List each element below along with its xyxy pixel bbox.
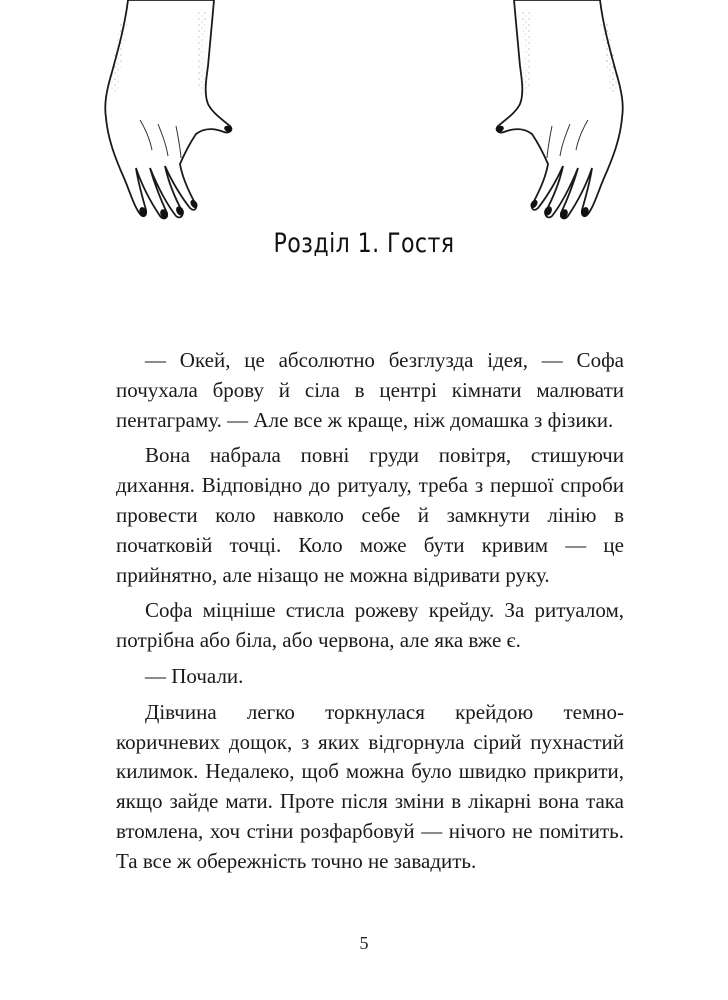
paragraph: — Окей, це абсолютно безглузда ідея, — Софа почухала брову й сіла в центрі кімнати малювати пентаграму. — Але все ж краще, ніж домашка з фізики. bbox=[116, 348, 624, 432]
hands-illustration bbox=[0, 0, 728, 235]
paragraph: Софа міцніше стисла рожеву крейду. За ритуалом, потрібна або біла, або червона, але яка вже є. bbox=[116, 598, 624, 653]
body-text bbox=[116, 346, 624, 877]
paragraph: — Почали. bbox=[145, 663, 244, 688]
left-hand bbox=[105, 0, 233, 220]
paragraph: Вона набрала повні груди повітря, стишуючи дихання. Відповідно до ритуалу, треба з першої спроби провести коло навколо себе й замкнути лінію в початковій точці. Коло може бути кривим — це прийнятно, але нізащо не можна відривати руку. bbox=[116, 443, 624, 587]
chapter-title: Розділ 1. Гостя bbox=[273, 228, 455, 259]
page-number: 5 bbox=[359, 933, 369, 953]
right-hand bbox=[495, 0, 623, 220]
paragraph: Дівчина легко торкнулася крейдою темно-коричневих дощок, з яких відгорнула сірий пухнастий килимок. Недалеко, щоб можна було швидко прикрити, якщо зайде мати. Проте після зміни в лікарні вона така втомлена, хоч стіни розфарбовуй — нічого не помітить. Та все ж обережність точно не завадить. bbox=[116, 699, 624, 873]
